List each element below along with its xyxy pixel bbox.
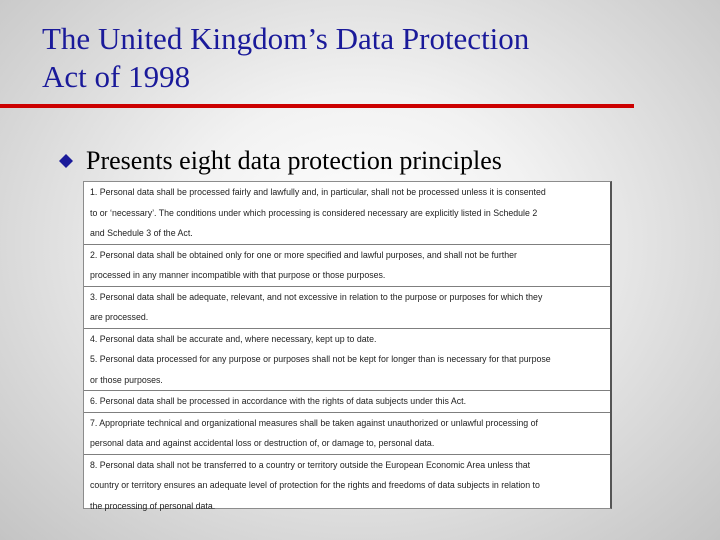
bullet-point (58, 146, 502, 176)
slide-title (42, 20, 682, 96)
principle-text-line: 1. Personal data shall be processed fairly and lawfully and, in particular, shall not be processed unless it is consented (90, 187, 546, 197)
principle-text-line: personal data and against accidental loss or destruction of, or damage to, personal data. (90, 438, 435, 448)
principle-row (84, 287, 610, 329)
principle-text-line: 3. Personal data shall be adequate, relevant, and not excessive in relation to the purpose or purposes for which they (90, 291, 543, 302)
principle-text-line: 6. Personal data shall be processed in accordance with the rights of data subjects under this Act. (90, 396, 467, 406)
principle-row (84, 455, 610, 517)
principle-row (84, 391, 610, 413)
principle-text-line: country or territory ensures an adequate level of protection for the rights and freedoms of data subjects in relation to (90, 480, 540, 490)
principle-text-line: or those purposes. (90, 374, 163, 385)
principle-text-line: 4. Personal data shall be accurate and, where necessary, kept up to date. (90, 333, 377, 344)
principle-text-line: 8. Personal data shall not be transferred to a country or territory outside the European Economic Area unless that (90, 459, 531, 470)
diamond-bullet-icon (58, 153, 74, 169)
principle-row (84, 329, 610, 392)
principle-row (84, 245, 610, 287)
principle-text-line: processed in any manner incompatible with that purpose or those purposes. (90, 270, 386, 280)
principle-row (84, 182, 610, 245)
principle-text-line: and Schedule 3 of the Act. (90, 228, 193, 238)
principle-text-line: are processed. (90, 312, 149, 322)
bullet-text: Presents eight data protection principles (86, 146, 502, 175)
principles-table (83, 181, 612, 509)
principle-text-line: 7. Appropriate technical and organizational measures shall be taken against unauthorized or unlawful processing of (90, 417, 538, 428)
principle-text-line: 5. Personal data processed for any purpose or purposes shall not be kept for longer than is necessary for that purpose (90, 354, 551, 364)
principle-text-line: 2. Personal data shall be obtained only for one or more specified and lawful purposes, and shall not be further (90, 249, 517, 260)
principle-text-line: the processing of personal data. (90, 500, 216, 511)
principle-row (84, 413, 610, 455)
title-underline-rule (0, 104, 634, 108)
principle-text-line: to or ‘necessary’. The conditions under which processing is considered necessary are explicitly listed in Schedule 2 (90, 207, 538, 218)
title-line-2: Act of 1998 (42, 59, 191, 94)
title-line-1: The United Kingdom’s Data Protection (42, 21, 530, 56)
